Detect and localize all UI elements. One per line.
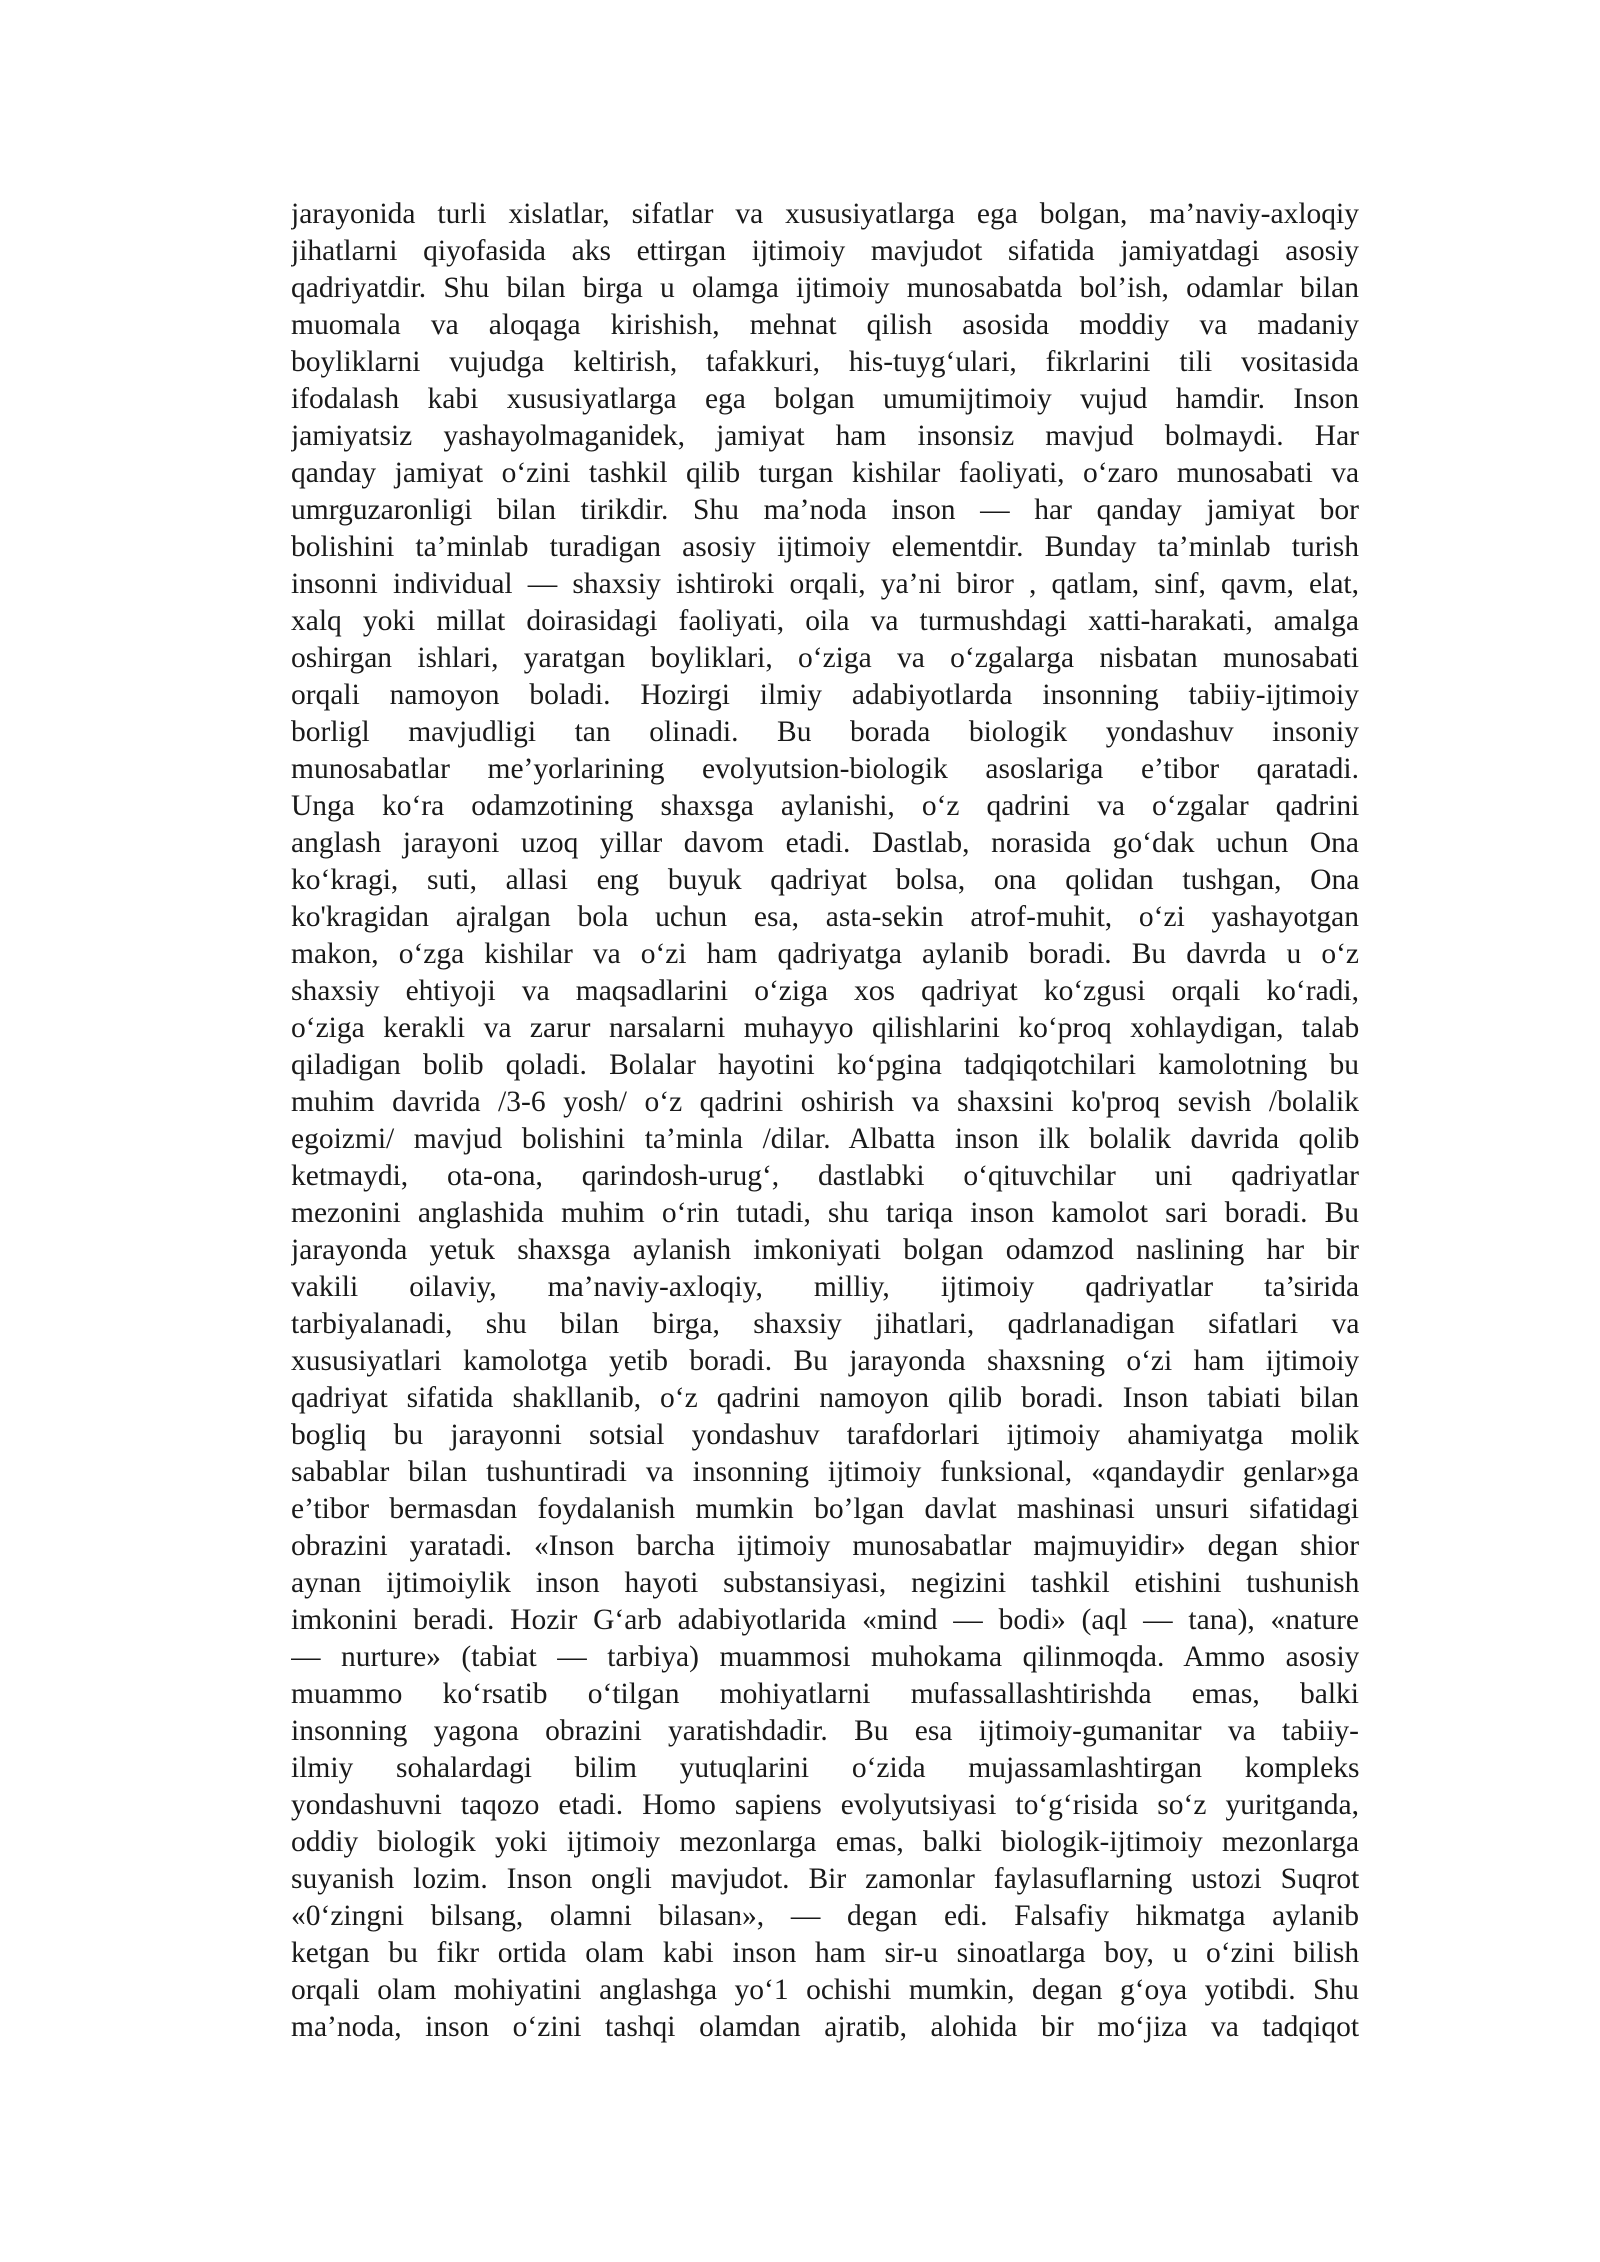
text-line: boyliklarni vujudga keltirish, tafakkuri, his-tuyg‘ulari, fikrlarini tili vositasida xyxy=(291,346,1359,378)
text-line: aynan ijtimoiylik inson hayoti substansiyasi, negizini tashkil etishini tushunish xyxy=(291,1567,1359,1599)
text-line: jihatlarni qiyofasida aks ettirgan ijtimoiy mavjudot sifatida jamiyatdagi asosiy xyxy=(291,235,1359,267)
text-line: jarayonida turli xislatlar, sifatlar va xususiyatlarga ega bolgan, ma’naviy-axloqiy xyxy=(291,198,1359,230)
text-line: jamiyatsiz yashayolmaganidek, jamiyat ham insonsiz mavjud bolmaydi. Har xyxy=(291,420,1359,452)
text-line: bogliq bu jarayonni sotsial yondashuv tarafdorlari ijtimoiy ahamiyatga molik xyxy=(291,1419,1359,1451)
text-line: qiladigan bolib qoladi. Bolalar hayotini ko‘pgina tadqiqotchilari kamolotning bu xyxy=(291,1049,1359,1081)
text-line: qadriyat sifatida shakllanib, o‘z qadrini namoyon qilib boradi. Inson tabiati bilan xyxy=(291,1382,1359,1414)
text-line: ko'kragidan ajralgan bola uchun esa, asta-sekin atrof-muhit, o‘zi yashayotgan xyxy=(291,901,1359,933)
text-line: suyanish lozim. Inson ongli mavjudot. Bir zamonlar faylasuflarning ustozi Suqrot xyxy=(291,1863,1359,1895)
text-line: ma’noda, inson o‘zini tashqi olamdan ajratib, alohida bir mo‘jiza va tadqiqot xyxy=(291,2011,1359,2043)
text-line: ketgan bu fikr ortida olam kabi inson ham sir-u sinoatlarga boy, u o‘zini bilish xyxy=(291,1937,1359,1969)
text-line: obrazini yaratadi. «Inson barcha ijtimoiy munosabatlar majmuyidir» degan shior xyxy=(291,1530,1359,1562)
text-line: «0‘zingni bilsang, olamni bilasan», — degan edi. Falsafiy hikmatga aylanib xyxy=(291,1900,1359,1932)
text-line: qadriyatdir. Shu bilan birga u olamga ijtimoiy munosabatda bol’ish, odamlar bilan xyxy=(291,272,1359,304)
text-line: insonning yagona obrazini yaratishdadir. Bu esa ijtimoiy-gumanitar va tabiiy- xyxy=(291,1715,1359,1747)
text-line: bolishini ta’minlab turadigan asosiy ijtimoiy elementdir. Bunday ta’minlab turish xyxy=(291,531,1359,563)
text-line: tarbiyalanadi, shu bilan birga, shaxsiy jihatlari, qadrlanadigan sifatlari va xyxy=(291,1308,1359,1340)
text-line: umrguzaronligi bilan tirikdir. Shu ma’noda inson — har qanday jamiyat bor xyxy=(291,494,1359,526)
text-line: yondashuvni taqozo etadi. Homo sapiens evolyutsiyasi to‘g‘risida so‘z yuritganda, xyxy=(291,1789,1359,1821)
text-line: muomala va aloqaga kirishish, mehnat qilish asosida moddiy va madaniy xyxy=(291,309,1359,341)
text-line: munosabatlar me’yorlarining evolyutsion-biologik asoslariga e’tibor qaratadi. xyxy=(291,753,1359,785)
text-line: egoizmi/ mavjud bolishini ta’minla /dilar. Albatta inson ilk bolalik davrida qolib xyxy=(291,1123,1359,1155)
text-line: o‘ziga kerakli va zarur narsalarni muhayyo qilishlarini ko‘proq xohlaydigan, talab xyxy=(291,1012,1359,1044)
text-line: muammo ko‘rsatib o‘tilgan mohiyatlarni mufassallashtirishda emas, balki xyxy=(291,1678,1359,1710)
text-line: xalq yoki millat doirasidagi faoliyati, oila va turmushdagi xatti-harakati, amalga xyxy=(291,605,1359,637)
text-line: oddiy biologik yoki ijtimoiy mezonlarga emas, balki biologik-ijtimoiy mezonlarga xyxy=(291,1826,1359,1858)
text-line: anglash jarayoni uzoq yillar davom etadi. Dastlab, norasida go‘dak uchun Ona xyxy=(291,827,1359,859)
text-line: ketmaydi, ota-ona, qarindosh-urug‘, dastlabki o‘qituvchilar uni qadriyatlar xyxy=(291,1160,1359,1192)
text-line: borligl mavjudligi tan olinadi. Bu borada biologik yondashuv insoniy xyxy=(291,716,1359,748)
text-line: orqali olam mohiyatini anglashga yo‘1 ochishi mumkin, degan g‘oya yotibdi. Shu xyxy=(291,1974,1359,2006)
body-paragraph xyxy=(291,196,1359,2046)
text-line: vakili oilaviy, ma’naviy-axloqiy, milliy, ijtimoiy qadriyatlar ta’sirida xyxy=(291,1271,1359,1303)
text-line: shaxsiy ehtiyoji va maqsadlarini o‘ziga xos qadriyat ko‘zgusi orqali ko‘radi, xyxy=(291,975,1359,1007)
text-line: insonni individual — shaxsiy ishtiroki orqali, ya’ni biror , qatlam, sinf, qavm, elat, xyxy=(291,568,1359,600)
text-line: oshirgan ishlari, yaratgan boyliklari, o‘ziga va o‘zgalarga nisbatan munosabati xyxy=(291,642,1359,674)
text-line: ko‘kragi, suti, allasi eng buyuk qadriyat bolsa, ona qolidan tushgan, Ona xyxy=(291,864,1359,896)
text-line: mezonini anglashida muhim o‘rin tutadi, shu tariqa inson kamolot sari boradi. Bu xyxy=(291,1197,1359,1229)
text-line: makon, o‘zga kishilar va o‘zi ham qadriyatga aylanib boradi. Bu davrda u o‘z xyxy=(291,938,1359,970)
text-line: orqali namoyon boladi. Hozirgi ilmiy adabiyotlarda insonning tabiiy-ijtimoiy xyxy=(291,679,1359,711)
text-line: sabablar bilan tushuntiradi va insonning ijtimoiy funksional, «qandaydir genlar»ga xyxy=(291,1456,1359,1488)
text-line: imkonini beradi. Hozir G‘arb adabiyotlarida «mind — bodi» (aql — tana), «nature xyxy=(291,1604,1359,1636)
text-line: qanday jamiyat o‘zini tashkil qilib turgan kishilar faoliyati, o‘zaro munosabati va xyxy=(291,457,1359,489)
text-line: e’tibor bermasdan foydalanish mumkin bo’lgan davlat mashinasi unsuri sifatidagi xyxy=(291,1493,1359,1525)
text-line: Unga ko‘ra odamzotining shaxsga aylanishi, o‘z qadrini va o‘zgalar qadrini xyxy=(291,790,1359,822)
text-line: jarayonda yetuk shaxsga aylanish imkoniyati bolgan odamzod naslining har bir xyxy=(291,1234,1359,1266)
text-line: xususiyatlari kamolotga yetib boradi. Bu jarayonda shaxsning o‘zi ham ijtimoiy xyxy=(291,1345,1359,1377)
text-line: muhim davrida /3-6 yosh/ o‘z qadrini oshirish va shaxsini ko'proq sevish /bolalik xyxy=(291,1086,1359,1118)
text-line: — nurture» (tabiat — tarbiya) muammosi muhokama qilinmoqda. Ammo asosiy xyxy=(291,1641,1359,1673)
text-line: ifodalash kabi xususiyatlarga ega bolgan umumijtimoiy vujud hamdir. Inson xyxy=(291,383,1359,415)
text-line: ilmiy sohalardagi bilim yutuqlarini o‘zida mujassamlashtirgan kompleks xyxy=(291,1752,1359,1784)
